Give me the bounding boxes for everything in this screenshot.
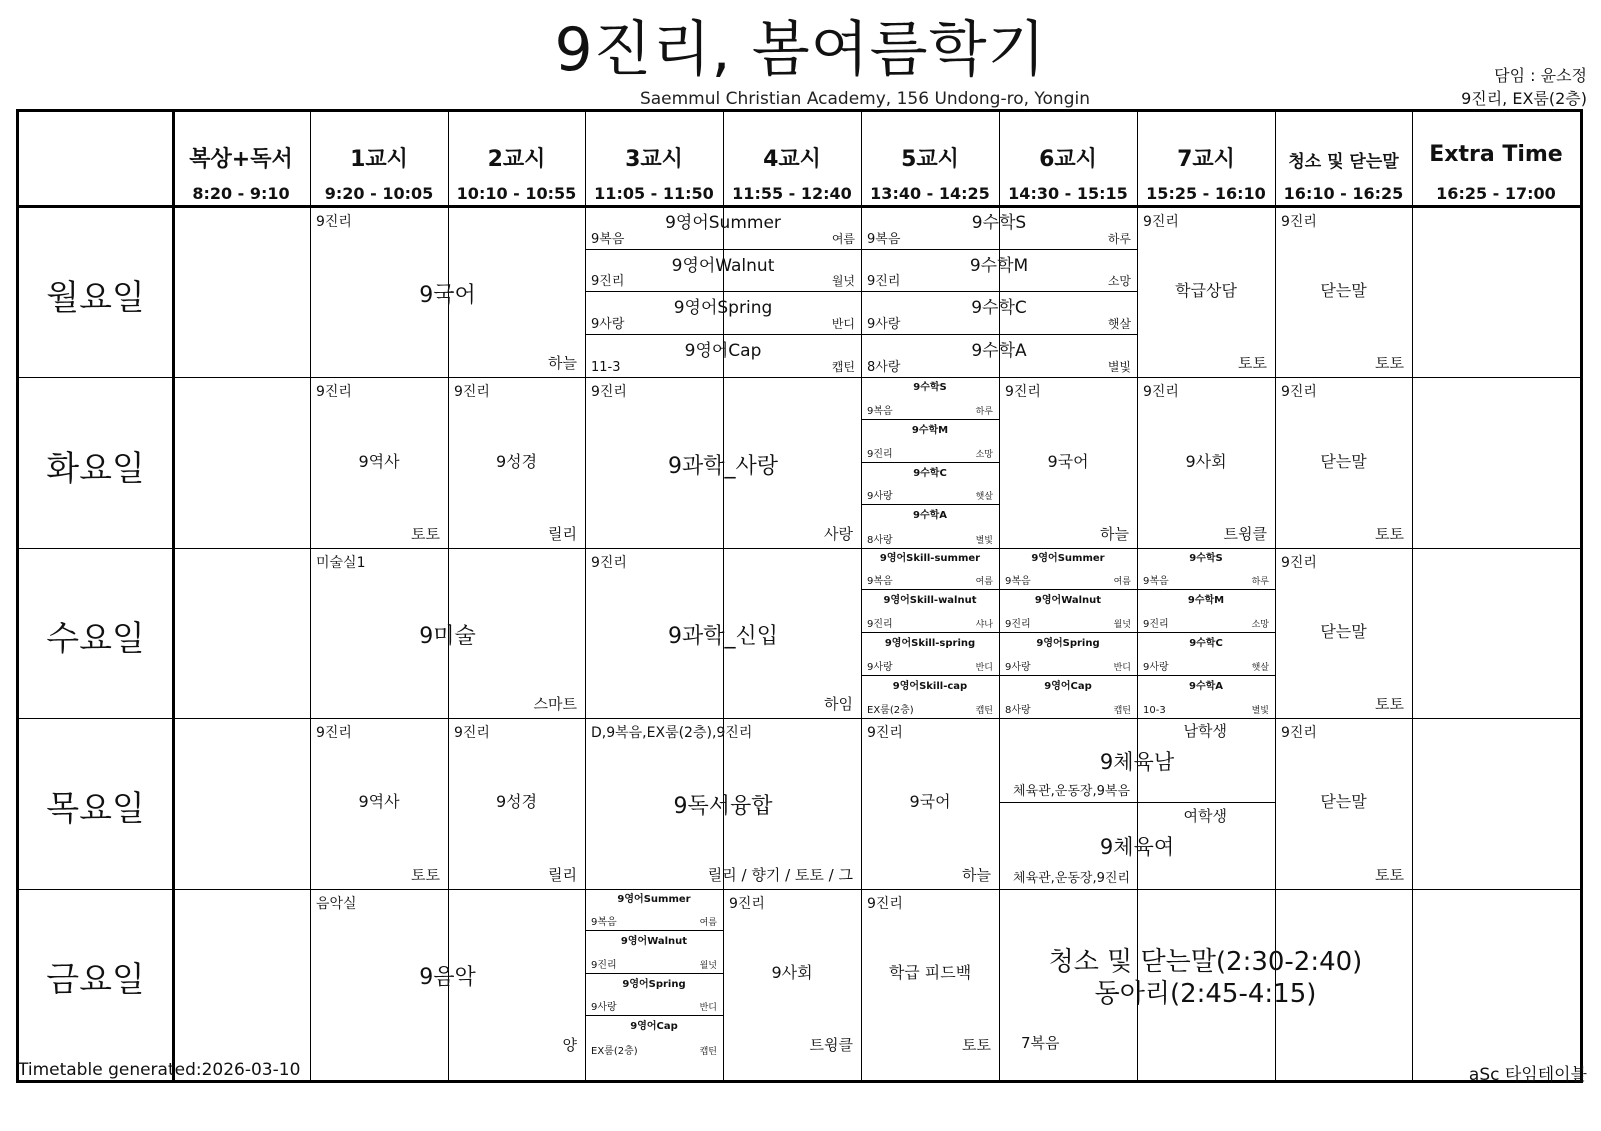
- period-time: 13:40 - 14:25: [870, 184, 990, 203]
- lesson-room: 9진리: [1143, 214, 1179, 230]
- lesson-group: [1137, 633, 1275, 676]
- period-name: 5교시: [901, 147, 959, 172]
- lesson-subject: 9과학_신입: [667, 623, 778, 649]
- group-subject: 9수학C: [1189, 637, 1223, 649]
- lesson-teacher: 트윙클: [1223, 524, 1267, 543]
- group-subject: 9영어Spring: [673, 298, 773, 319]
- group-room: 9진리: [591, 274, 625, 290]
- lesson-group: [999, 548, 1137, 591]
- lesson-subject: 9미술: [419, 623, 476, 649]
- lesson-cell: [723, 889, 861, 1059]
- lesson-teacher: 릴리: [548, 865, 577, 884]
- group-room: 9진리: [867, 448, 893, 460]
- lesson-room: 9진리: [867, 725, 903, 742]
- group-subject: 9영어Skill-spring: [884, 637, 976, 649]
- group-room: 9복음: [867, 231, 901, 247]
- group-subject: 9수학M: [969, 255, 1029, 276]
- group-teacher: 월넛: [1113, 619, 1131, 630]
- period-name: 청소 및 닫는말: [1288, 152, 1399, 172]
- group-subject: 9수학S: [913, 382, 947, 394]
- lesson-cell: [1137, 207, 1275, 377]
- club-line-1: 청소 및 닫는말(2:30-2:40): [1048, 946, 1363, 977]
- group-subject: 9영어Spring: [622, 978, 686, 990]
- period-time: 8:20 - 9:10: [192, 184, 290, 203]
- group-teacher: 하루: [1107, 231, 1131, 246]
- period-header: [1137, 112, 1275, 205]
- period-header: [448, 112, 585, 205]
- group-teacher: 반디: [699, 1003, 717, 1014]
- lesson-group: [861, 250, 1137, 293]
- group-teacher: 캡틴: [831, 360, 855, 375]
- lesson-teacher: 하늘: [1100, 524, 1129, 543]
- lesson-cell: [310, 548, 585, 718]
- split-lesson-cell: [861, 548, 999, 718]
- lesson-subject: 닫는말: [1320, 792, 1367, 812]
- lesson-room: 9진리: [591, 554, 627, 571]
- lesson-group: [585, 889, 723, 932]
- lesson-group: [585, 292, 861, 335]
- pe-room: 체육관,운동장,9복음: [1013, 784, 1130, 800]
- lesson-room: 9진리: [316, 384, 352, 401]
- group-teacher: 여름: [975, 577, 993, 588]
- lesson-teacher: 양: [562, 1035, 577, 1054]
- lesson-group: [861, 505, 999, 548]
- lesson-teacher: 토토: [1375, 524, 1404, 543]
- lesson-group: [585, 974, 723, 1017]
- pe-group-label: 남학생: [1183, 722, 1227, 741]
- lesson-group: [861, 335, 1137, 378]
- lesson-teacher: 스마트: [533, 695, 577, 714]
- split-lesson-cell: [861, 207, 1137, 377]
- group-teacher: 소망: [1251, 619, 1269, 630]
- group-room: 9사랑: [867, 491, 893, 503]
- group-teacher: 샤나: [975, 619, 993, 630]
- group-room: 9복음: [867, 405, 893, 417]
- lesson-group: [585, 335, 861, 378]
- group-subject: 9수학A: [971, 340, 1027, 361]
- school-address: Saemmul Christian Academy, 156 Undong-ro, Yongin: [639, 89, 1090, 109]
- lesson-subject: 9독서융합: [673, 794, 773, 820]
- group-room: 9복음: [1143, 576, 1169, 588]
- lesson-subject: 9성경: [495, 451, 538, 471]
- day-label: 금요일: [46, 959, 145, 1000]
- lesson-subject: 9음악: [419, 964, 476, 990]
- lesson-cell: [1275, 718, 1412, 888]
- pe-subject: 9체육여: [1099, 835, 1175, 860]
- lesson-room: 9진리: [729, 895, 765, 912]
- period-header: [999, 112, 1137, 205]
- group-teacher: 하루: [975, 406, 993, 417]
- group-teacher: 하루: [1251, 577, 1269, 588]
- club-line-2: 동아리(2:45-4:15): [1094, 978, 1317, 1009]
- lesson-room: 9진리: [1281, 725, 1317, 742]
- group-room: EX룸(2층): [867, 705, 914, 717]
- pe-group-label: 여학생: [1183, 807, 1227, 826]
- split-lesson-cell: [861, 377, 999, 547]
- period-header: [172, 112, 310, 205]
- group-room: 9복음: [591, 231, 625, 247]
- day-label: 화요일: [46, 448, 145, 489]
- lesson-teacher: 릴리: [548, 524, 577, 543]
- split-lesson-cell: [999, 548, 1137, 718]
- day-label: 월요일: [46, 278, 145, 319]
- pe-group: [999, 718, 1275, 803]
- day-label: 목요일: [46, 789, 145, 830]
- lesson-group: [999, 590, 1137, 633]
- group-subject: 9수학S: [971, 213, 1027, 233]
- lesson-group: [1137, 590, 1275, 633]
- lesson-cell: [310, 718, 448, 888]
- lesson-subject: 9사회: [1185, 451, 1227, 471]
- period-header: [1412, 112, 1580, 205]
- lesson-group: [585, 931, 723, 974]
- pe-subject: 9체육남: [1099, 750, 1175, 775]
- lesson-teacher: 토토: [1375, 695, 1404, 714]
- lesson-subject: 9국어: [419, 283, 476, 309]
- lesson-cell: [1275, 207, 1412, 377]
- lesson-teacher: 토토: [962, 1035, 991, 1054]
- lesson-group: [861, 420, 999, 463]
- grid-column-line: [172, 112, 175, 1080]
- lesson-teacher: 하늘: [962, 865, 991, 884]
- group-room: 9사랑: [867, 316, 901, 332]
- group-teacher: 월넛: [699, 960, 717, 971]
- lesson-subject: 9국어: [909, 792, 951, 812]
- group-teacher: 여름: [1113, 577, 1131, 588]
- group-subject: 9수학C: [971, 298, 1027, 319]
- lesson-group: [861, 590, 999, 633]
- group-room: EX룸(2층): [591, 1045, 638, 1057]
- lesson-subject: 9역사: [358, 792, 400, 812]
- lesson-group: [585, 250, 861, 293]
- lesson-group: [585, 1016, 723, 1059]
- lesson-teacher: 토토: [1375, 354, 1404, 373]
- group-room: 9진리: [867, 618, 893, 630]
- period-time: 11:55 - 12:40: [732, 184, 852, 203]
- homeroom-teacher: 담임 : 윤소정: [1494, 66, 1587, 85]
- group-subject: 9수학C: [913, 467, 947, 479]
- lesson-cell: [448, 718, 585, 888]
- group-room: 9사랑: [1005, 661, 1031, 673]
- day-cell: [19, 377, 172, 547]
- lesson-room: 미술실1: [316, 554, 366, 571]
- lesson-group: [861, 548, 999, 591]
- group-teacher: 월넛: [831, 274, 855, 289]
- group-subject: 9영어Cap: [684, 340, 762, 361]
- lesson-group: [999, 633, 1137, 676]
- pe-room: 체육관,운동장,9진리: [1013, 870, 1130, 886]
- group-room: 9진리: [867, 274, 901, 290]
- group-subject: 9수학M: [1187, 595, 1225, 607]
- lesson-cell: [310, 889, 585, 1059]
- lesson-room: 9진리: [1281, 214, 1317, 230]
- group-subject: 9영어Summer: [1031, 552, 1105, 564]
- lesson-subject: 9국어: [1047, 451, 1089, 471]
- classroom-label: 9진리, EX룸(2층): [1461, 89, 1587, 108]
- page-title: 9진리, 봄여름학기: [554, 15, 1047, 85]
- lesson-room: 9진리: [454, 384, 490, 401]
- period-name: 6교시: [1039, 147, 1097, 172]
- group-room: 8사랑: [867, 534, 893, 546]
- lesson-cell: [448, 377, 585, 547]
- group-subject: 9수학A: [912, 510, 948, 522]
- group-teacher: 별빛: [1107, 360, 1131, 375]
- day-cell: [19, 889, 172, 1059]
- period-header: [310, 112, 448, 205]
- group-room: 9복음: [591, 917, 617, 929]
- group-teacher: 반디: [975, 662, 993, 673]
- grid-column-line: [1412, 112, 1413, 1080]
- group-subject: 9영어Walnut: [1034, 595, 1102, 607]
- period-name: Extra Time: [1429, 142, 1563, 167]
- group-room: 9사랑: [591, 316, 625, 332]
- generated-date: Timetable generated:2026-03-10: [18, 1060, 301, 1080]
- period-name: 2교시: [487, 147, 546, 172]
- group-teacher: 햇살: [1107, 316, 1131, 331]
- group-subject: 9영어Spring: [1036, 637, 1100, 649]
- group-subject: 9영어Cap: [1044, 680, 1092, 692]
- lesson-subject: 9역사: [358, 451, 400, 471]
- group-teacher: 여름: [699, 918, 717, 929]
- period-name: 4교시: [763, 147, 821, 172]
- day-cell: [19, 548, 172, 718]
- split-lesson-cell: [585, 889, 723, 1059]
- lesson-subject: 9과학_사랑: [667, 453, 778, 479]
- period-header: [723, 112, 861, 205]
- group-room: 8사랑: [1005, 705, 1031, 717]
- lesson-room: 9진리: [1281, 554, 1317, 571]
- group-room: 9복음: [867, 576, 893, 588]
- period-header: [585, 112, 723, 205]
- lesson-room: D,9복음,EX룸(2층),9진리: [591, 725, 753, 742]
- group-teacher: 캡틴: [1113, 706, 1131, 717]
- lesson-subject: 9사회: [771, 962, 813, 982]
- group-room: 9진리: [591, 959, 617, 971]
- period-name: 3교시: [625, 147, 683, 172]
- lesson-group: [861, 292, 1137, 335]
- split-lesson-cell: [1137, 548, 1275, 718]
- lesson-teacher: 하임: [824, 695, 853, 714]
- lesson-cell: [1137, 377, 1275, 547]
- group-subject: 9영어Summer: [665, 213, 781, 233]
- group-subject: 9수학A: [1188, 680, 1224, 692]
- group-subject: 9수학S: [1189, 552, 1223, 564]
- group-teacher: 반디: [831, 316, 855, 331]
- lesson-subject: 닫는말: [1320, 281, 1367, 301]
- lesson-cell: [861, 889, 999, 1059]
- group-room: 11-3: [591, 360, 621, 376]
- lesson-room: 9진리: [1281, 384, 1317, 401]
- lesson-group: [861, 633, 999, 676]
- group-teacher: 반디: [1113, 662, 1131, 673]
- period-name: 복상+독서: [189, 147, 293, 172]
- period-time: 14:30 - 15:15: [1008, 184, 1128, 203]
- period-time: 16:10 - 16:25: [1283, 184, 1404, 203]
- group-room: 9사랑: [591, 1002, 617, 1014]
- lesson-cell: [585, 548, 861, 718]
- group-subject: 9영어Walnut: [671, 255, 775, 276]
- lesson-room: 9진리: [1143, 384, 1179, 401]
- lesson-subject: 닫는말: [1320, 621, 1367, 641]
- brand-label: aSc 타임테이블: [1468, 1065, 1587, 1085]
- lesson-cell: [1275, 548, 1412, 718]
- lesson-teacher: 릴리 / 향기 / 토토 / 그: [707, 865, 853, 884]
- lesson-cell: [585, 377, 861, 547]
- lesson-cell: [1275, 377, 1412, 547]
- lesson-subject: 9성경: [495, 792, 538, 812]
- group-subject: 9영어Summer: [617, 893, 691, 905]
- group-teacher: 햇살: [1251, 662, 1269, 673]
- group-room: 9사랑: [867, 661, 893, 673]
- period-time: 11:05 - 11:50: [594, 184, 714, 203]
- day-label: 수요일: [46, 618, 145, 659]
- lesson-room: 9진리: [1005, 384, 1041, 401]
- period-name: 1교시: [350, 147, 408, 172]
- lesson-room: 9진리: [316, 725, 352, 742]
- period-header: [861, 112, 999, 205]
- pe-split-cell: [999, 718, 1275, 888]
- lesson-teacher: 토토: [411, 865, 440, 884]
- lesson-group: [861, 377, 999, 420]
- group-room: 9복음: [1005, 576, 1031, 588]
- period-time: 16:25 - 17:00: [1436, 184, 1556, 203]
- lesson-group: [861, 207, 1137, 250]
- lesson-cell: [310, 377, 448, 547]
- split-lesson-cell: [585, 207, 861, 377]
- lesson-cell: [861, 718, 999, 888]
- group-subject: 9영어Skill-summer: [879, 552, 981, 564]
- group-subject: 9영어Skill-walnut: [883, 595, 977, 607]
- group-teacher: 캡틴: [699, 1046, 717, 1057]
- lesson-subject: 닫는말: [1320, 451, 1367, 471]
- lesson-group: [1137, 548, 1275, 591]
- lesson-room: 9진리: [867, 895, 903, 912]
- lesson-subject: 학급상담: [1175, 281, 1237, 301]
- lesson-group: [999, 676, 1137, 719]
- group-teacher: 캡틴: [975, 706, 993, 717]
- group-teacher: 여름: [831, 231, 855, 246]
- group-room: 8사랑: [867, 360, 901, 376]
- lesson-room: 9진리: [454, 725, 490, 742]
- group-teacher: 햇살: [975, 492, 993, 503]
- lesson-teacher: 트윙클: [809, 1035, 853, 1054]
- period-time: 15:25 - 16:10: [1146, 184, 1266, 203]
- group-subject: 9영어Skill-cap: [892, 680, 968, 692]
- lesson-teacher: 하늘: [548, 354, 577, 373]
- group-room: 10-3: [1143, 705, 1166, 717]
- lesson-teacher: 사랑: [824, 524, 853, 543]
- day-cell: [19, 718, 172, 888]
- group-subject: 9영어Cap: [630, 1021, 678, 1033]
- group-subject: 9수학M: [911, 424, 949, 436]
- group-room: 9사랑: [1143, 661, 1169, 673]
- lesson-teacher: 토토: [1375, 865, 1404, 884]
- group-subject: 9영어Walnut: [620, 936, 688, 948]
- lesson-group: [861, 463, 999, 506]
- period-header: [1275, 112, 1412, 205]
- lesson-teacher: 토토: [1238, 354, 1267, 373]
- lesson-teacher: 토토: [411, 524, 440, 543]
- lesson-subject: 학급 피드백: [888, 962, 972, 982]
- period-name: 7교시: [1177, 147, 1235, 172]
- group-teacher: 별빛: [975, 535, 993, 546]
- group-teacher: 별빛: [1251, 706, 1269, 717]
- lesson-group: [1137, 676, 1275, 719]
- group-teacher: 소망: [975, 449, 993, 460]
- lesson-group: [585, 207, 861, 250]
- period-time: 9:20 - 10:05: [324, 184, 434, 203]
- day-cell: [19, 207, 172, 377]
- lesson-room: 음악실: [316, 895, 357, 912]
- lesson-room: 9진리: [316, 214, 352, 230]
- lesson-room: 9진리: [591, 384, 627, 401]
- timetable-grid: [16, 109, 1583, 1083]
- club-room: 7복음: [1021, 1033, 1060, 1052]
- club-cell: [999, 889, 1412, 1059]
- lesson-cell: [999, 377, 1137, 547]
- group-teacher: 소망: [1107, 274, 1131, 289]
- group-room: 9진리: [1143, 618, 1169, 630]
- lesson-group: [861, 676, 999, 719]
- pe-group: [999, 803, 1275, 888]
- period-time: 10:10 - 10:55: [456, 184, 577, 203]
- group-room: 9진리: [1005, 618, 1031, 630]
- lesson-cell: [585, 718, 861, 888]
- lesson-cell: [310, 207, 585, 377]
